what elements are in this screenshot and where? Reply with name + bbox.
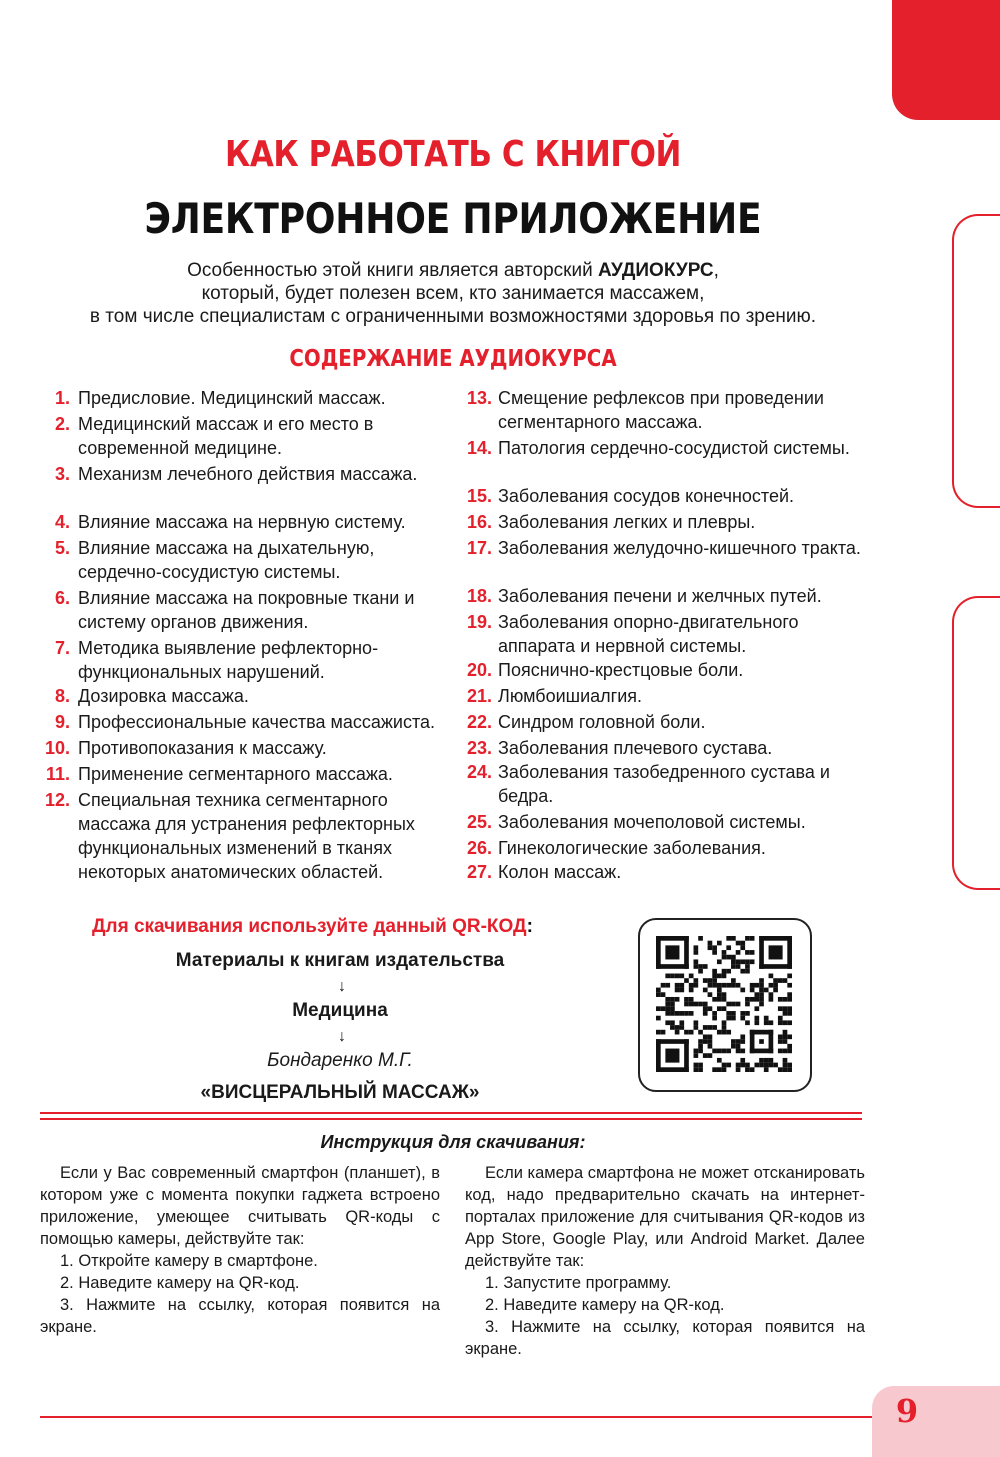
path-step-publisher: Материалы к книгам издательства — [175, 950, 505, 971]
contents-item-number: 22. — [466, 712, 492, 732]
contents-item-number: 3. — [54, 464, 70, 484]
contents-item-number: 10. — [44, 738, 70, 758]
contents-item-number: 19. — [466, 612, 492, 632]
contents-item-text: Дозировка массажа. — [78, 686, 249, 706]
intro-line-3: в том числе специалистам с ограниченными возможностями здоровья по зрению. — [89, 306, 817, 327]
contents-item-number: 23. — [466, 738, 492, 758]
contents-item-number: 7. — [54, 638, 70, 658]
contents-item-text: Заболевания сосудов конечностей. — [498, 486, 795, 506]
contents-item-text: Заболевания мочеполовой системы. — [498, 812, 806, 832]
contents-item-text: Механизм лечебного действия массажа. — [78, 464, 418, 484]
intro-paragraph — [40, 259, 866, 328]
instructions-left-step-2: 2. Наведите камеру на QR-код. — [60, 1274, 300, 1292]
intro-text-2: , — [713, 260, 719, 281]
contents-item-text: Люмбоишиалгия. — [498, 686, 643, 706]
section-tab-outline-1 — [952, 214, 1000, 508]
path-step-book: «ВИСЦЕРАЛЬНЫЙ МАССАЖ» — [200, 1082, 480, 1103]
contents-item-number: 5. — [54, 538, 70, 558]
intro-line-2: который, будет полезен всем, кто занимается массажем, — [201, 283, 705, 304]
qr-caption-colon: : — [526, 916, 533, 937]
page-number: 9 — [895, 1392, 919, 1430]
contents-item-text: Заболевания печени и желчных путей. — [498, 586, 822, 606]
instructions-right-step-2: 2. Наведите камеру на QR-код. — [485, 1296, 725, 1314]
path-step-author: Бондаренко М.Г. — [267, 1050, 413, 1071]
instructions-left-step-1: 1. Откройте камеру в смартфоне. — [60, 1252, 318, 1270]
contents-item-number: 11. — [45, 764, 70, 784]
contents-item-number: 20. — [466, 660, 492, 680]
section-tab-outline-2 — [952, 596, 1000, 890]
divider — [40, 1118, 862, 1120]
contents-item-text: Заболевания тазобедренного сустава и бедра. — [498, 762, 830, 806]
contents-item-text: Влияние массажа на покровные ткани и систему органов движения. — [78, 588, 415, 632]
section-tab-filled — [892, 0, 1000, 120]
instructions-right — [465, 1162, 865, 1360]
contents-item-number: 24. — [466, 762, 492, 782]
contents-item-text: Патология сердечно-сосудистой системы. — [498, 438, 850, 458]
contents-item-number: 6. — [54, 588, 70, 608]
arrow-down-icon: ↓ — [338, 1028, 346, 1045]
contents-item-number: 16. — [466, 512, 492, 532]
page-title: КАК РАБОТАТЬ С КНИГОЙ — [224, 134, 682, 175]
contents-item-number: 15. — [466, 486, 492, 506]
contents-item-text: Применение сегментарного массажа. — [78, 764, 393, 784]
contents-item-text: Заболевания желудочно-кишечного тракта. — [498, 538, 861, 558]
contents-item-number: 13. — [466, 388, 492, 408]
contents-item-text: Медицинский массаж и его место в современной медицине. — [78, 414, 374, 458]
contents-item-number: 26. — [466, 838, 492, 858]
contents-item-number: 17. — [466, 538, 492, 558]
instructions-left-step-3: 3. Нажмите на ссылку, которая появится на экране. — [40, 1296, 440, 1336]
contents-item-number: 8. — [54, 686, 70, 706]
contents-item-number: 21. — [466, 686, 492, 706]
intro-bold: АУДИОКУРС — [598, 260, 714, 281]
contents-item-text: Пояснично-крестцовые боли. — [498, 660, 744, 680]
contents-item-text: Заболевания опорно-двигательного аппарата и нервной системы. — [498, 612, 799, 656]
path-step-category: Медицина — [292, 1000, 388, 1021]
qr-code-icon — [656, 936, 792, 1072]
contents-item-number: 27. — [466, 862, 492, 882]
contents-item-text: Влияние массажа на дыхательную, сердечно-сосудистую системы. — [78, 538, 375, 582]
contents-item-text: Методика выявление рефлекторно-функциональных нарушений. — [78, 638, 379, 682]
contents-item-number: 14. — [466, 438, 492, 458]
footer-divider — [40, 1416, 872, 1418]
contents-item-text: Заболевания легких и плевры. — [498, 512, 756, 532]
contents-item-number: 25. — [466, 812, 492, 832]
contents-item-text: Синдром головной боли. — [498, 712, 706, 732]
instructions-right-step-3: 3. Нажмите на ссылку, которая появится на экране. — [465, 1318, 865, 1358]
contents-item-text: Предисловие. Медицинский массаж. — [78, 388, 386, 408]
contents-item-number: 4. — [54, 512, 70, 532]
contents-item-text: Гинекологические заболевания. — [498, 838, 766, 858]
arrow-down-icon: ↓ — [338, 978, 346, 995]
contents-item-number: 2. — [54, 414, 70, 434]
qr-code[interactable] — [638, 918, 812, 1092]
instructions-left — [40, 1162, 440, 1338]
contents-title: СОДЕРЖАНИЕ АУДИОКУРСА — [289, 346, 617, 372]
contents-item-number: 9. — [54, 712, 70, 732]
contents-item-text: Специальная техника сегментарного массажа для устранения рефлекторных функциональных изменений в тканях некоторых анатомических областей. — [78, 790, 415, 882]
contents-item-number: 18. — [466, 586, 492, 606]
page-subtitle: ЭЛЕКТРОННОЕ ПРИЛОЖЕНИЕ — [144, 194, 762, 243]
instructions-right-step-1: 1. Запустите программу. — [485, 1274, 672, 1292]
instructions-right-intro: Если камера смартфона не может отсканировать код, надо предварительно скачать на интернет-порталах приложение для считывания QR-кодов из App Store, Google Play, или Android Market. Далее действуйте так: — [465, 1164, 865, 1270]
contents-item-text: Заболевания плечевого сустава. — [498, 738, 773, 758]
instructions-title: Инструкция для скачивания: — [320, 1132, 586, 1152]
qr-caption — [92, 916, 533, 938]
divider — [40, 1112, 862, 1114]
contents-item-number: 1. — [54, 388, 70, 408]
instructions-left-intro: Если у Вас современный смартфон (планшет), в котором уже с момента покупки гаджета встроено приложение, умеющее считывать QR-коды с помощью камеры, действуйте так: — [40, 1164, 440, 1248]
contents-item-text: Колон массаж. — [498, 862, 622, 882]
qr-caption-text: Для скачивания используйте данный QR-КОД — [92, 916, 527, 937]
contents-item-text: Смещение рефлексов при проведении сегментарного массажа. — [498, 388, 824, 432]
intro-text-1: Особенностью этой книги является авторский — [187, 260, 599, 281]
contents-item-text: Профессиональные качества массажиста. — [78, 712, 436, 732]
contents-item-number: 12. — [44, 790, 70, 810]
contents-item-text: Влияние массажа на нервную систему. — [78, 512, 406, 532]
contents-item-text: Противопоказания к массажу. — [78, 738, 327, 758]
